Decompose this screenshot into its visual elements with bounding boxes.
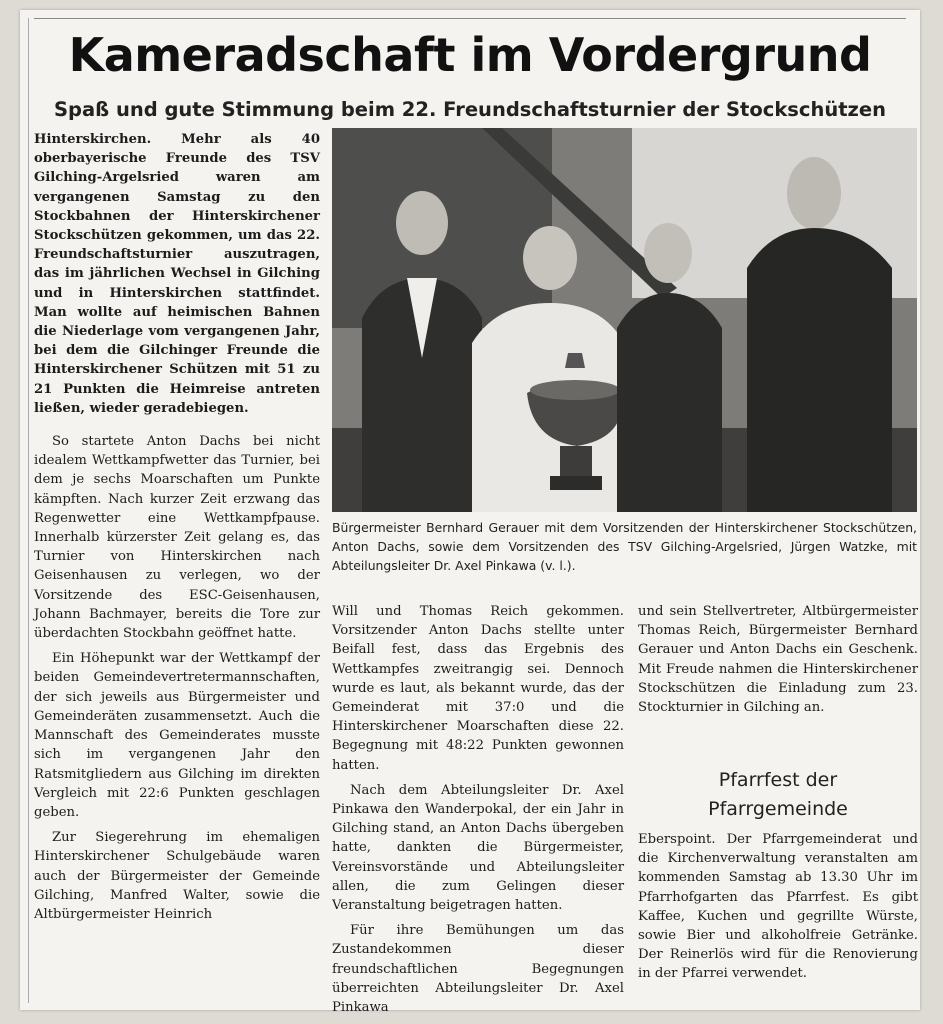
article-column-3 [638,602,918,723]
body-paragraph: So startete Anton Dachs bei nicht idealem Wettkampfwetter das Turnier, bei dem je sechs Moarschaften um Punkte kämpften. Nach kurzer Zeit erzwang das Regenwetter eine Wettkampfpause. Innerhalb kürzerster Zeit gelang es, das Turnier von Hinterskirchen nach Geisenhausen zu verlegen, wo der Vorsitzende des ESC-Geisenhausen, Johann Bachmayer, bereits die Tore zur überdachten Stockbahn geöffnet hatte. [34,434,320,642]
newspaper-clipping [20,10,920,1016]
top-rule [34,18,906,19]
notice-headline-line-2: Pfarrgemeinde [708,798,848,820]
article-subheadline: Spaß und gute Stimmung beim 22. Freundschaftsturnier der Stockschützen [53,98,887,121]
notice-headline [638,766,918,824]
body-paragraph: Zur Siegerehrung im ehemaligen Hinterskirchener Schulgebäude waren auch der Bürgermeister der Gemeinde Gilching, Manfred Walter, sowie die Altbürgermeister Heinrich [34,830,320,922]
photo-four-men-with-trophy [332,128,917,512]
article-column-2 [332,602,624,1023]
photo-caption: Bürgermeister Bernhard Gerauer mit dem Vorsitzenden der Hinterskirchener Stockschützen, Anton Dachs, sowie dem Vorsitzenden des TSV Gilching-Argelsried, Jürgen Watzke, mit Abteilungsleiter Dr. Axel Pinkawa (v. l.). [332,520,917,573]
body-paragraph: und sein Stellvertreter, Altbürgermeister Thomas Reich, Bürgermeister Bernhard Gerauer und Anton Dachs ein Geschenk. Mit Freude nahmen die Hinterskirchener Stockschützen die Einladung zum 23. Stockturnier in Gilching an. [638,604,918,716]
lead-paragraph: Hinterskirchen. Mehr als 40 oberbayerische Freunde des TSV Gilching-Argelsried waren am vergangenen Samstag zu den Stockbahnen der Hinterskirchener Stockschützen gekommen, um das 22. Freundschaftsturnier auszutragen, das im jährlichen Wechsel in Gilching und in Hinterskirchen stattfindet. Man wollte auf heimischen Bahnen die Niederlage vom vergangenen Jahr, bei dem die Gilchinger Freunde die Hinterskirchener Schützen mit 51 zu 21 Punkten die Heimreise antreten ließen, wieder geradebiegen. [34,132,320,416]
article-column-1 [34,130,320,930]
notice-body: Eberspoint. Der Pfarrgemeinderat und die Kirchenverwaltung veranstalten am kommenden Samstag ab 13.30 Uhr im Pfarrhofgarten das Pfarrfest. Es gibt Kaffee, Kuchen und gegrillte Würste, sowie Bier und alkoholfreie Getränke. Der Reinerlös wird für die Renovierung in der Pfarrei verwendet. [638,832,918,982]
body-paragraph: Nach dem Abteilungsleiter Dr. Axel Pinkawa den Wanderpokal, der ein Jahr in Gilching stand, an Anton Dachs übergeben hatte, dankten die Bürgermeister, Vereinsvorstände und Abteilungsleiter allen, die zum Gelingen dieser Veranstaltung beigetragen hatten. [332,782,624,914]
body-paragraph: Ein Höhepunkt war der Wettkampf der beiden Gemeindevertretermannschaften, der sich jeweils aus Bürgermeister und Gemeinderäten zusammensetzt. Auch die Mannschaft des Gemeinderates musste sich im vergangenen Jahr den Ratsmitgliedern aus Gilching im direkten Vergleich mit 22:6 Punkten geschlagen geben. [34,651,320,820]
article-headline: Kameradschaft im Vordergrund [68,28,872,82]
notice-headline-line-1: Pfarrfest der [718,769,838,791]
article-photo [332,128,917,512]
body-paragraph: Für ihre Bemühungen um das Zustandekommen dieser freundschaftlichen Begegnungen überreichten Abteilungsleiter Dr. Axel Pinkawa [332,923,624,1016]
notice-body-column [638,830,918,990]
left-rule [28,18,29,1003]
body-paragraph: Will und Thomas Reich gekommen. Vorsitzender Anton Dachs stellte unter Beifall fest, dass das Ergebnis des Wettkampfes zweitrangig sei. Dennoch wurde es laut, als bekannt wurde, das der Gemeinderat mit 37:0 und die Hinterskirchener Moarschaften diese 22. Begegnung mit 48:22 Punkten gewonnen hatten. [332,604,624,773]
